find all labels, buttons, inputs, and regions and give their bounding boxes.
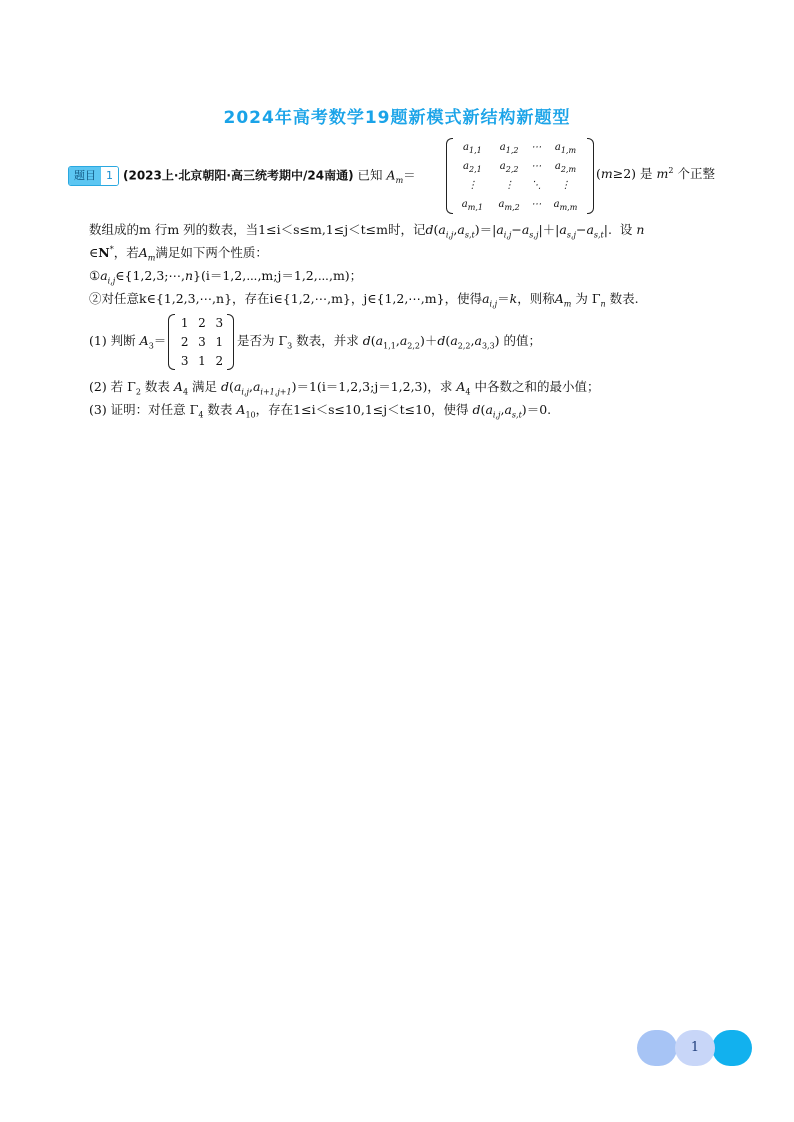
intro-tail: (m≥2) 是 $m^2$ 个正整	[596, 165, 715, 181]
property-2: ②对任意k∈{1,2,3,⋯,n}，存在i∈{1,2,⋯,m}，j∈{1,2,⋯,m}，使得$a_{i,j}=k$，则称$A_m$ 为 $\Gamma_n$ 数表.	[89, 291, 639, 309]
matrix-a3: 1 2 3 2 3 1 3 1 2	[168, 314, 234, 370]
pager-left-circle	[637, 1030, 677, 1066]
property-1: $①a_{i,j}\in\{1,2,3;\cdots,n\}(i=1,2,\cdots,m;j=1,2,\cdots,m)$；	[89, 268, 363, 286]
question-1-prefix: (1) 判断 $A_3=$	[89, 333, 167, 351]
page-number: 1	[675, 1030, 715, 1066]
pager-right-circle	[712, 1030, 752, 1066]
question-2: (2) 若 $\Gamma_2$ 数表 $A_4$ 满足 $d(a_{i,j},a_{i+1,j+1})=1(i=1,2,3;j=1,2,3)$，求 $A_4$ 中各数之和的最小值；	[89, 379, 600, 397]
condition-line: ∈N*，若$A_m$满足如下两个性质：	[89, 244, 268, 263]
question-3: (3) 证明：对任意 $\Gamma_4$ 数表 $A_{10}$，存在1≤i＜s≤10,1≤j＜t≤10，使得 $d(a_{i,j},a_{s,t})=0$.	[89, 402, 552, 420]
badge-label: 题目	[69, 167, 101, 185]
page-title: 2024年高考数学19题新模式新结构新题型	[223, 108, 571, 128]
problem-header: 题目 1 (2023上·北京朝阳·高三统考期中/24南通) 已知 $A_m=$	[68, 166, 416, 186]
badge-number: 1	[101, 167, 118, 185]
problem-badge	[68, 166, 119, 186]
question-1: 是否为 $\Gamma_3$ 数表，并求 $d(a_{1,1},a_{2,2})+d(a_{2,2},a_{3,3})$ 的值；	[237, 333, 542, 351]
definition-line: 数组成的m 行m 列的数表，当1≤i＜s≤m,1≤j＜t≤m时，记$d(a_{i,j},a_{s,t})=|a_{i,j}-a_{s,j}|+|a_{s,j}-a_{s,t}|$. 设 n	[89, 222, 645, 240]
problem-source: (2023上·北京朝阳·高三统考期中/24南通)	[122, 168, 354, 183]
matrix-am: $a_{1,1}$ $a_{1,2}$ ⋯ $a_{1,m}$ $a_{2,1}$ $a_{2,2}$ ⋯ $a_{2,m}$ ⋮ ⋮ ⋱ ⋮ $a_{m,1}$ $a_{m,2}$ ⋯ $a_{m,m}$	[446, 138, 594, 214]
intro-prefix: 已知	[357, 167, 383, 183]
